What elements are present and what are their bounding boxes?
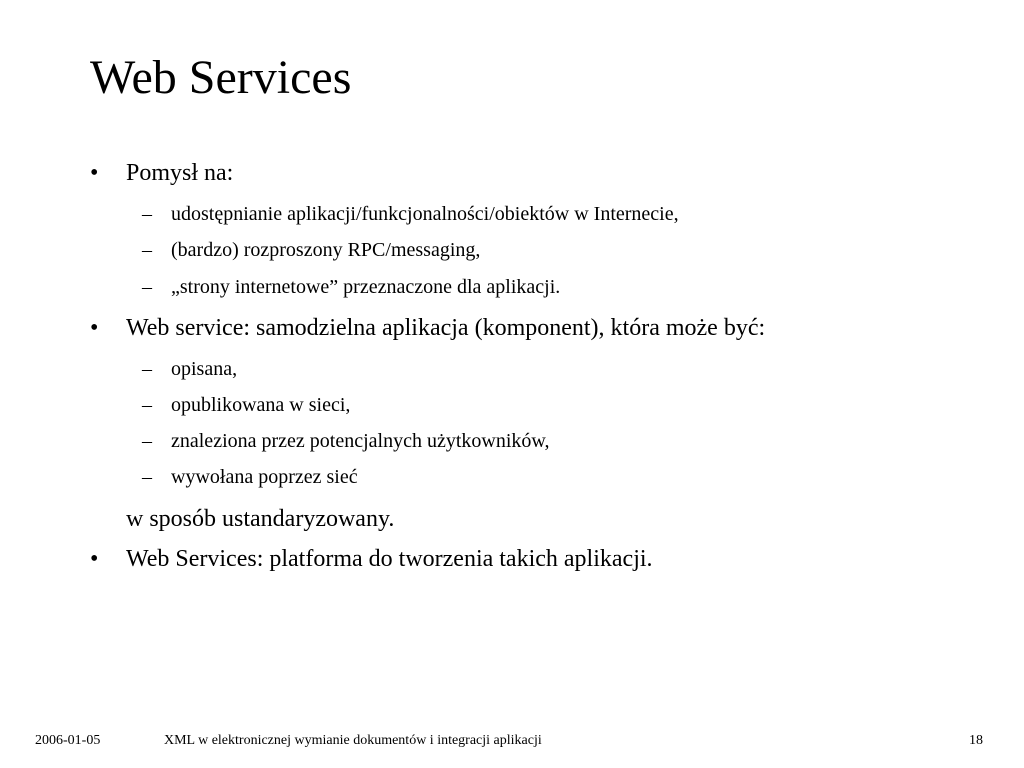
- bullet-marker: •: [90, 315, 99, 341]
- list-item-text: opublikowana w sieci,: [171, 394, 351, 416]
- bullet-marker: •: [90, 546, 99, 572]
- list-item-text: „strony internetowe” przeznaczone dla aplikacji.: [171, 276, 561, 298]
- dash-marker: –: [142, 276, 152, 298]
- dash-marker: –: [142, 466, 152, 488]
- bullet-marker: •: [90, 160, 99, 186]
- list-item-text: znaleziona przez potencjalnych użytkowników,: [171, 430, 550, 452]
- footer-date: 2006-01-05: [35, 733, 101, 748]
- slide-title: Web Services: [90, 51, 352, 104]
- list-item-text: Web service: samodzielna aplikacja (komponent), która może być:: [126, 315, 766, 341]
- footer-title: XML w elektronicznej wymianie dokumentów i integracji aplikacji: [164, 733, 542, 748]
- dash-marker: –: [142, 203, 152, 225]
- dash-marker: –: [142, 394, 152, 416]
- dash-marker: –: [142, 430, 152, 452]
- list-item-text: Web Services: platforma do tworzenia takich aplikacji.: [126, 546, 653, 572]
- list-item-text: Pomysł na:: [126, 160, 234, 186]
- list-item-text: wywołana poprzez sieć: [171, 466, 358, 488]
- page-number: 18: [969, 733, 983, 748]
- list-item-text: w sposób ustandaryzowany.: [126, 506, 395, 532]
- list-item-text: opisana,: [171, 358, 238, 380]
- list-item-text: (bardzo) rozproszony RPC/messaging,: [171, 239, 481, 261]
- list-item-text: udostępnianie aplikacji/funkcjonalności/obiektów w Internecie,: [171, 203, 679, 225]
- dash-marker: –: [142, 239, 152, 261]
- dash-marker: –: [142, 358, 152, 380]
